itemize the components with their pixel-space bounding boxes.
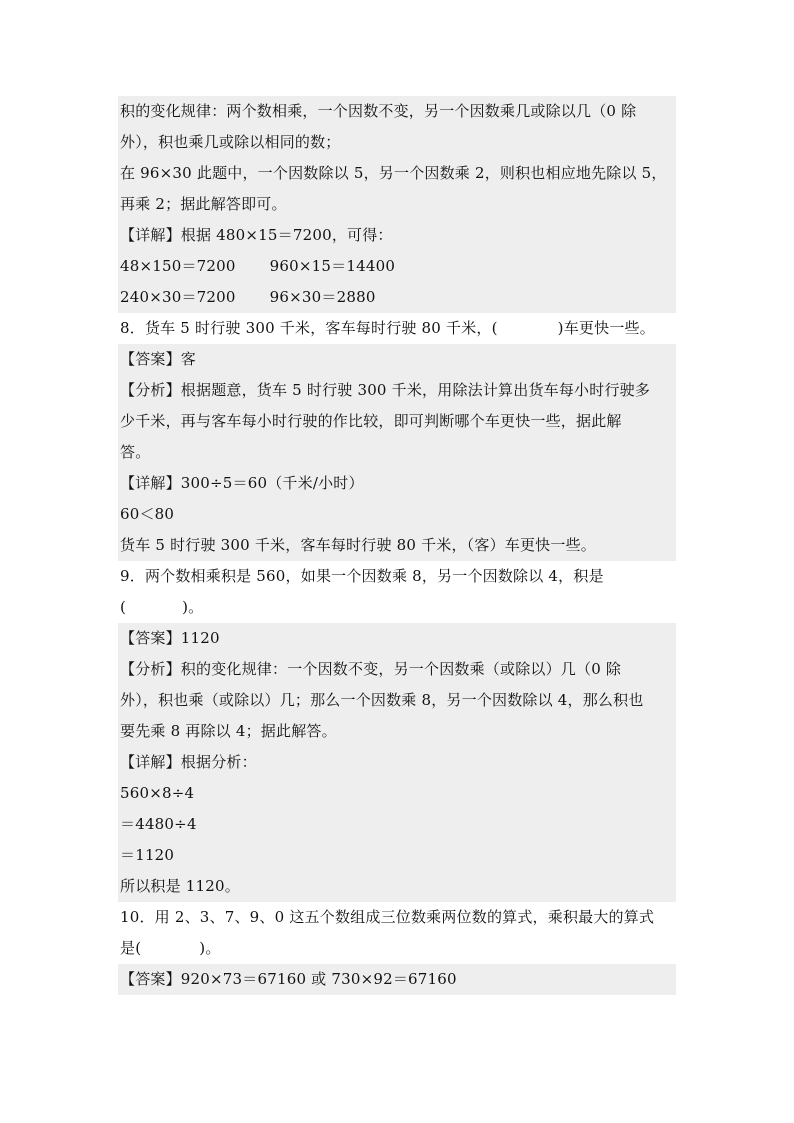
detail-line: 60＜80 — [118, 499, 676, 530]
question-text: )车更快一些。 — [557, 319, 655, 337]
calc-left: 48×150＝7200 — [120, 257, 236, 275]
detail-line: ＝4480÷4 — [118, 809, 676, 840]
analysis-line: 少千米，再与客车每小时行驶的作比较，即可判断哪个车更快一些，据此解 — [118, 406, 676, 437]
analysis-line: 外），积也乘（或除以）几；那么一个因数乘 8，另一个因数除以 4，那么积也 — [118, 685, 676, 716]
analysis-line: 要先乘 8 再除以 4；据此解答。 — [118, 716, 676, 747]
calc-right: 96×30＝2880 — [269, 288, 376, 306]
calc-right: 960×15＝14400 — [269, 257, 396, 275]
analysis-line: 在 96×30 此题中，一个因数除以 5，另一个因数乘 2，则积也相应地先除以 5， — [118, 158, 676, 189]
analysis-line: 【分析】积的变化规律：一个因数不变，另一个因数乘（或除以）几（0 除 — [118, 654, 676, 685]
detail-line: 【详解】根据 480×15＝7200，可得： — [118, 220, 676, 251]
detail-line: 【详解】300÷5＝60（千米/小时） — [118, 468, 676, 499]
question-text: )。 — [182, 598, 204, 616]
answer-line: 【答案】920×73＝67160 或 730×92＝67160 — [118, 964, 676, 995]
analysis-line: 积的变化规律：两个数相乘，一个因数不变，另一个因数乘几或除以几（0 除 — [118, 96, 676, 127]
question-text: ( — [120, 598, 127, 616]
analysis-line: 再乘 2；据此解答即可。 — [118, 189, 676, 220]
question-10-blank-line — [118, 933, 676, 964]
detail-line: 货车 5 时行驶 300 千米，客车每时行驶 80 千米，（客）车更快一些。 — [118, 530, 676, 561]
question-9-blank-line — [118, 592, 676, 623]
calc-row — [118, 251, 676, 282]
detail-line: 所以积是 1120。 — [118, 871, 676, 902]
answer-line: 【答案】客 — [118, 344, 676, 375]
question-text: 8．货车 5 时行驶 300 千米，客车每时行驶 80 千米，( — [120, 319, 498, 337]
detail-line: 【详解】根据分析： — [118, 747, 676, 778]
detail-line: ＝1120 — [118, 840, 676, 871]
document-content — [118, 96, 676, 995]
analysis-line: 答。 — [118, 437, 676, 468]
detail-line: 560×8÷4 — [118, 778, 676, 809]
calc-left: 240×30＝7200 — [120, 288, 236, 306]
question-text: 是( — [120, 939, 142, 957]
answer-line: 【答案】1120 — [118, 623, 676, 654]
question-9: 9．两个数相乘积是 560，如果一个因数乘 8，另一个因数除以 4，积是 — [118, 561, 676, 592]
question-text: )。 — [199, 939, 221, 957]
question-10: 10．用 2、3、7、9、0 这五个数组成三位数乘两位数的算式，乘积最大的算式 — [118, 902, 676, 933]
analysis-line: 外），积也乘几或除以相同的数； — [118, 127, 676, 158]
question-8 — [118, 313, 676, 344]
calc-row — [118, 282, 676, 313]
analysis-line: 【分析】根据题意，货车 5 时行驶 300 千米，用除法计算出货车每小时行驶多 — [118, 375, 676, 406]
